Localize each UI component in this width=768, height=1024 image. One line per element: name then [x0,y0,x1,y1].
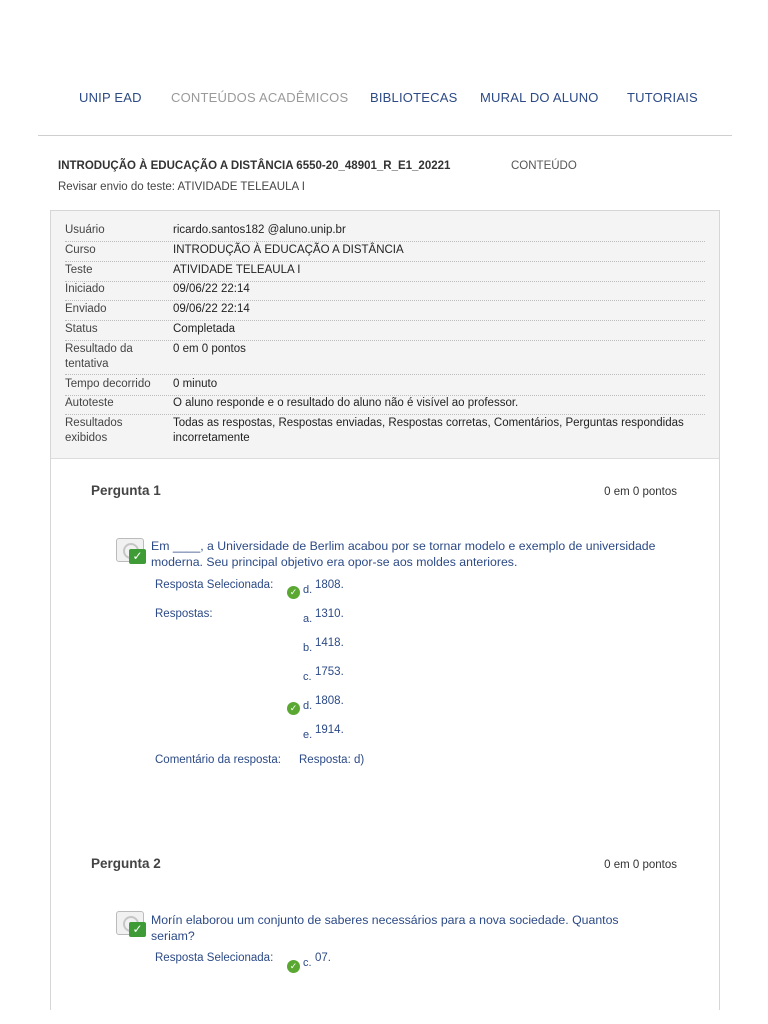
answers-label: Respostas: [155,608,213,620]
summary-value: ATIVIDADE TELEAULA I [173,264,301,276]
answer-option-e [303,724,344,741]
summary-row [65,263,705,282]
summary-value: Completada [173,323,236,335]
question-1-points: 0 em 0 pontos [604,486,677,498]
summary-value: ricardo.santos182 @aluno.unip.br [173,224,346,236]
answer-value: 1914. [315,724,344,736]
answer-comment: Resposta: d) [299,754,365,766]
summary-row [65,223,705,242]
summary-row [65,342,705,375]
question-2-points: 0 em 0 pontos [604,859,677,871]
summary-value: INTRODUÇÃO À EDUCAÇÃO A DISTÂNCIA [173,244,404,256]
summary-value: 0 minuto [173,378,218,390]
content-link[interactable]: CONTEÚDO [511,160,577,172]
summary-key: Resultado da tentativa [65,343,133,370]
summary-row [65,322,705,341]
answer-value: 1808. [315,579,344,591]
answer-letter: d. [303,700,313,712]
selected-answer [303,579,344,596]
summary-row [65,282,705,301]
summary-key: Curso [65,244,96,256]
summary-key: Enviado [65,303,107,315]
summary-row [65,243,705,262]
answer-option-c [303,666,344,683]
summary-key: Status [65,323,98,335]
summary-row [65,416,705,450]
top-navigation [38,0,732,136]
course-title[interactable]: INTRODUÇÃO À EDUCAÇÃO A DISTÂNCIA 6550-20_48901_R_E1_20221 [58,160,451,172]
check-circle-icon: ✓ [287,960,300,973]
summary-key: Usuário [65,224,105,236]
answer-letter: b. [303,642,313,654]
summary-row [65,396,705,415]
answer-option-a [303,608,344,625]
summary-row [65,377,705,396]
summary-key: Iniciado [65,283,105,295]
answer-value: 1310. [315,608,344,620]
answer-letter: e. [303,729,313,741]
check-circle-icon: ✓ [287,586,300,599]
summary-value: O aluno responde e o resultado do aluno não é visível ao professor. [173,397,519,409]
summary-key: Resultados exibidos [65,417,123,444]
question-2-title: Pergunta 2 [91,856,161,871]
attempt-summary [51,211,719,459]
answer-comment-label: Comentário da resposta: [155,754,281,766]
answer-value: 1808. [315,695,344,707]
answer-letter: a. [303,613,313,625]
summary-key: Teste [65,264,93,276]
answer-value: 07. [315,952,331,964]
page-subtitle: Revisar envio do teste: ATIVIDADE TELEAULA I [58,181,305,193]
nav-conteudos-academicos[interactable]: CONTEÚDOS ACADÊMICOS [171,90,349,105]
question-2-text: Morín elaborou um conjunto de saberes necessários para a nova sociedade. Quantos seriam? [151,913,619,943]
summary-key: Tempo decorrido [65,378,151,390]
selected-answer-label: Resposta Selecionada: [155,952,274,964]
selected-answer [303,952,331,969]
summary-value: 09/06/22 22:14 [173,283,250,295]
answer-option-b [303,637,344,654]
question-1-text: Em ____, a Universidade de Berlim acabou por se tornar modelo e exemplo de universidade moderna. Seu principal objetivo era opor-se aos moldes anteriores. [151,539,656,569]
nav-unip-ead[interactable]: UNIP EAD [79,90,142,105]
answer-value: 1753. [315,666,344,678]
nav-tutoriais[interactable]: TUTORIAIS [627,90,698,105]
nav-bibliotecas[interactable]: BIBLIOTECAS [370,90,458,105]
summary-value: 0 em 0 pontos [173,343,246,355]
review-panel [50,210,720,1010]
summary-row [65,302,705,321]
question-correct-icon: ✓ [116,911,148,939]
check-circle-icon: ✓ [287,702,300,715]
answer-letter: c. [303,671,312,683]
selected-answer-label: Resposta Selecionada: [155,579,274,591]
answer-value: 1418. [315,637,344,649]
question-1-title: Pergunta 1 [91,483,161,498]
summary-value: Todas as respostas, Respostas enviadas, Respostas corretas, Comentários, Perguntas respondidas incorretamente [173,417,684,444]
question-correct-icon: ✓ [116,538,148,566]
answer-option-d [303,695,344,712]
answer-letter: d. [303,584,313,596]
nav-mural-do-aluno[interactable]: MURAL DO ALUNO [480,90,599,105]
summary-value: 09/06/22 22:14 [173,303,250,315]
answer-letter: c. [303,957,312,969]
summary-key: Autoteste [65,397,114,409]
